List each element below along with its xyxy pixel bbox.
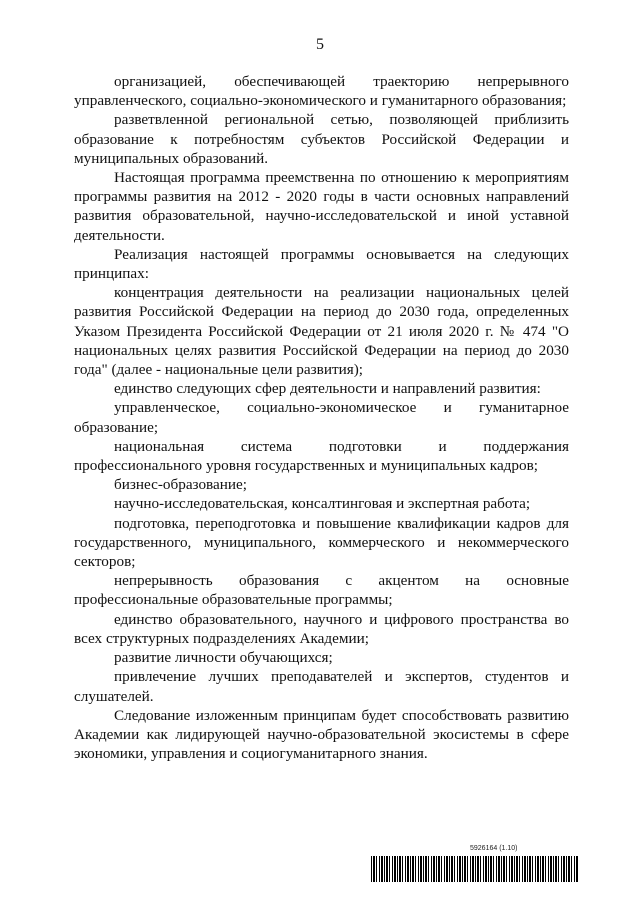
paragraph: Настоящая программа преемственна по отношению к мероприятиям программы развития на 2012 - 2020 годы в части основных направлений развития образовательной, научно-исследовательской и иной уставной деятельности. [74,169,569,244]
paragraph: единство следующих сфер деятельности и направлений развития: [114,380,541,398]
paragraph: развитие личности обучающихся; [114,649,333,667]
page-number: 5 [316,36,324,53]
document-stamp: 5926164 (1.10) [470,845,518,852]
paragraph: управленческое, социально-экономическое и гуманитарное образование; [74,399,569,436]
paragraph: привлечение лучших преподавателей и экспертов, студентов и слушателей. [74,668,569,705]
paragraph: концентрация деятельности на реализации национальных целей развития Российской Федерации на период до 2030 года, определенных Указом Президента Российской Федерации от 21 июля 2020 г. № 474 "О национальных целях развития Российской Федерации на период до 2030 года" (далее - национальные цели развития); [74,284,569,379]
paragraph: Следование изложенным принципам будет способствовать развитию Академии как лидирующей научно-образовательной экосистемы в сфере экономики, управления и социогуманитарного знания. [74,706,569,763]
paragraph: Реализация настоящей программы основывается на следующих принципах: [74,245,569,283]
paragraph-continuation: организацией, обеспечивающей траекторию непрерывного управленческого, социально-экономического и гуманитарного образования; [74,73,569,110]
paragraph: разветвленной региональной сетью, позволяющей приблизить образование к потребностям субъектов Российской Федерации и муниципальных образований. [74,111,569,167]
document-body [74,72,569,763]
paragraph: единство образовательного, научного и цифрового пространства во всех структурных подразделениях Академии; [74,610,569,647]
paragraph: национальная система подготовки и поддержания профессионального уровня государственных и муниципальных кадров; [74,437,569,475]
barcode [371,856,579,882]
paragraph: подготовка, переподготовка и повышение квалификации кадров для государственного, муниципального, коммерческого и некоммерческого секторов; [74,514,569,571]
paragraph: бизнес-образование; [114,476,247,494]
paragraph: научно-исследовательская, консалтинговая и экспертная работа; [114,495,531,513]
paragraph: непрерывность образования с акцентом на основные профессиональные образовательные программы; [74,572,569,609]
